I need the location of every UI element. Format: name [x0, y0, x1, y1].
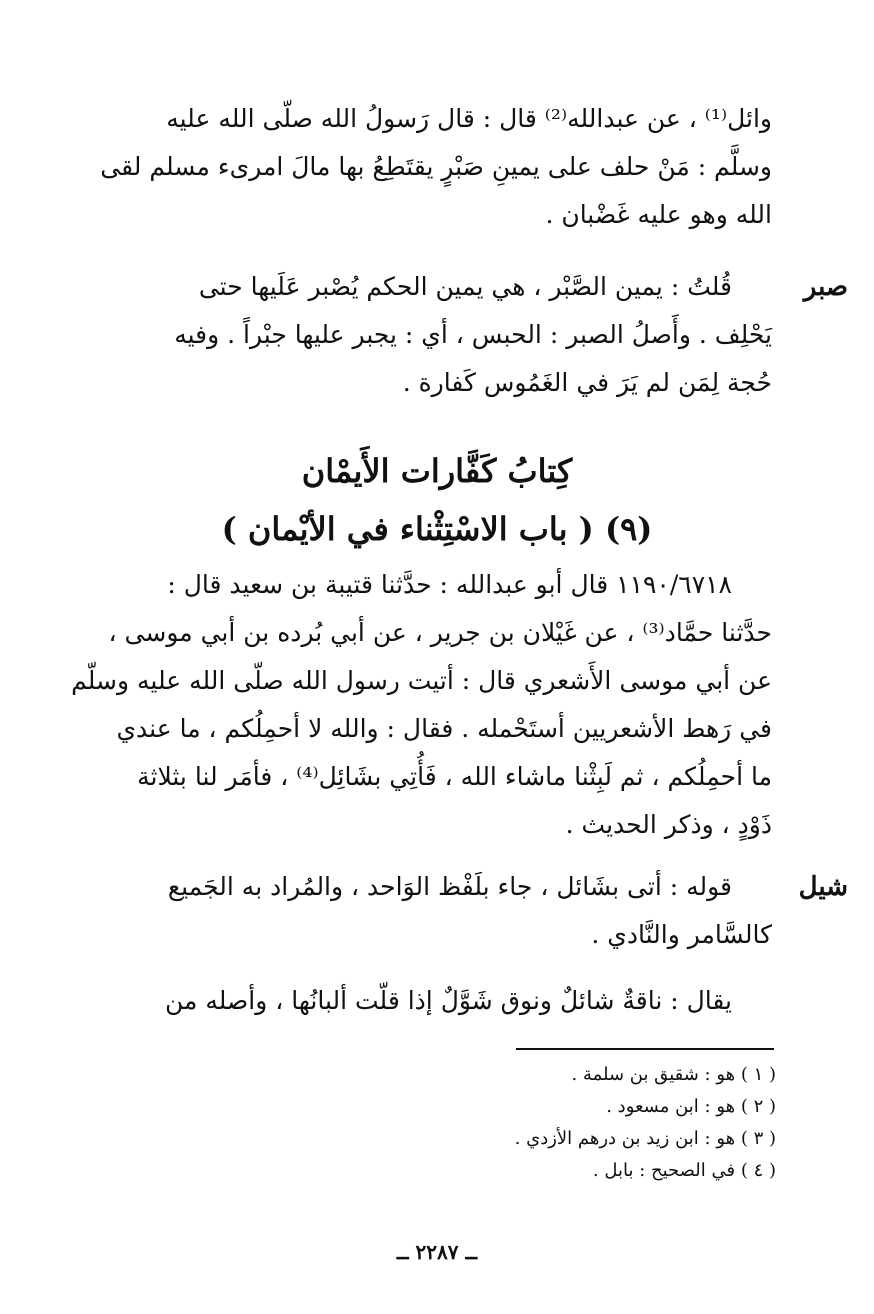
- paragraph-definition: [92, 986, 772, 1030]
- text-line: حدَّثنا حمَّاد⁽³⁾ ، عن غَيْلان بن جرير ، عن أبي بُرده بن أبي موسى ،: [108, 618, 772, 647]
- text-line: يقال : ناقةٌ شائلٌ ونوق شَوَّلٌ إذا قلّت ألبانُها ، وأصله من: [164, 986, 732, 1015]
- paragraph-hadith-intro: [92, 104, 772, 244]
- paragraph-hadith: [71, 570, 772, 860]
- footnote-separator: [516, 1048, 774, 1050]
- paragraph-commentary: [92, 272, 772, 412]
- text-line: حُجة لِمَن لم يَرَ في الغَمُوس كَفارة .: [402, 368, 772, 397]
- paragraph-explanation: [92, 872, 772, 962]
- text-line: ما أحمِلُكم ، ثم لَبِثْنا ماشاء الله ، فَأُتِي بشَائِل⁽⁴⁾ ، فأمَر لنا بثلاثة: [137, 762, 772, 791]
- footnote: ( ١ ) هو : شقيق بن سلمة .: [571, 1064, 776, 1085]
- text-line: وسلَّم : مَنْ حلف على يمينِ صَبْرٍ يقتَطِعُ بها مالَ امرىء مسلم لقى: [100, 152, 772, 181]
- text-line: وائل⁽¹⁾ ، عن عبدالله⁽²⁾ قال : قال رَسولُ الله صلّى الله عليه: [166, 104, 772, 133]
- text-line: عن أبي موسى الأَشعري قال : أتيت رسول الله صلّى الله عليه وسلّم: [71, 666, 772, 695]
- text-line: قُلتُ : يمين الصَّبْر ، هي يمين الحكم يُصْبر عَلَيها حتى: [198, 272, 732, 301]
- margin-keyword: صبر: [803, 272, 848, 302]
- text-line: قوله : أتى بشَائل ، جاء بلَفْظ الوَاحد ، والمُراد به الجَميع: [167, 872, 732, 901]
- footnote: ( ٢ ) هو : ابن مسعود .: [606, 1096, 776, 1117]
- text-line: ١١٩٠/٦٧١٨ قال أبو عبدالله : حدَّثنا قتيبة بن سعيد قال :: [167, 570, 732, 599]
- book-title: كِتابُ كَفَّارات الأَيمْان: [301, 452, 573, 490]
- text-line: الله وهو عليه غَضْبان .: [545, 200, 772, 229]
- margin-keyword: شيل: [798, 872, 848, 902]
- text-line: يَحْلِف . وأَصلُ الصبر : الحبس ، أي : يجبر عليها جبْراً . وفيه: [174, 320, 772, 349]
- footnote: ( ٣ ) هو : ابن زيد بن درهم الأزدي .: [514, 1128, 776, 1149]
- footnote: ( ٤ ) في الصحيح : بابل .: [592, 1160, 776, 1181]
- page-number: ــ ٢٢٨٧ ــ: [396, 1240, 478, 1264]
- text-line: ذَوْدٍ ، وذكر الحديث .: [565, 810, 772, 839]
- text-line: كالسَّامر والنَّادي .: [591, 920, 772, 949]
- chapter-title: (٩) ( باب الاسْتِثْناء في الأيْمان ): [221, 510, 653, 548]
- text-line: في رَهط الأشعريين أستَحْمله . فقال : والله لا أحمِلُكم ، ما عندي: [116, 714, 772, 743]
